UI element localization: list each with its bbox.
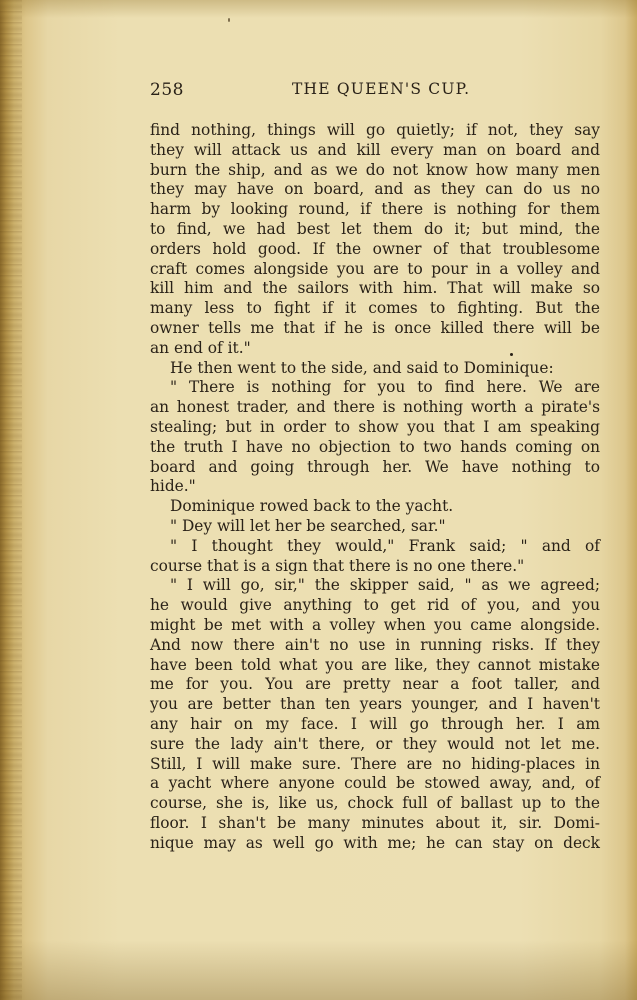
text-line: " There is nothing for you to find here. We are — [170, 378, 600, 397]
text-line: nique may as well go with me; he can stay on deck — [150, 833, 600, 852]
text-line: course, she is, like us, chock full of ballast up to the — [150, 794, 600, 813]
text-line: they will attack us and kill every man on board and — [150, 140, 600, 159]
text-line: board and going through her. We have nothing to — [150, 457, 600, 476]
body-text — [150, 121, 600, 853]
text-line: craft comes alongside you are to pour in a volley and — [150, 259, 600, 278]
text-line: " I will go, sir," the skipper said, " as we agreed; — [170, 576, 600, 595]
text-line: harm by looking round, if there is nothing for them — [150, 200, 600, 219]
text-line: the truth I have no objection to two hands coming on — [150, 437, 600, 456]
text-line: have been told what you are like, they cannot mistake — [150, 655, 600, 674]
text-line: many less to fight if it comes to fighting. But the — [150, 299, 600, 318]
ink-speck — [228, 18, 230, 22]
text-line: any hair on my face. I will go through her. I am — [150, 714, 600, 733]
text-line: sure the lady ain't there, or they would not let me. — [150, 734, 600, 753]
page-number: 258 — [150, 80, 184, 100]
ink-speck — [510, 353, 513, 356]
text-line: kill him and the sailors with him. That will make so — [150, 279, 600, 298]
text-line: burn the ship, and as we do not know how many men — [150, 160, 600, 179]
text-line: to find, we had best let them do it; but mind, the — [150, 219, 600, 238]
text-line: Dominique rowed back to the yacht. — [170, 497, 454, 516]
text-line: orders hold good. If the owner of that troublesome — [150, 239, 600, 258]
text-line: a yacht where anyone could be stowed away, and, of — [150, 774, 600, 793]
text-line: find nothing, things will go quietly; if not, they say — [150, 121, 600, 139]
text-line: floor. I shan't be many minutes about it, sir. Domi- — [150, 813, 600, 832]
text-line: Still, I will make sure. There are no hiding-places in — [150, 754, 600, 773]
text-line: you are better than ten years younger, and I haven't — [150, 695, 600, 714]
text-line: stealing; but in order to show you that I am speaking — [150, 417, 600, 436]
page-header — [150, 80, 600, 104]
text-line: course that is a sign that there is no one there." — [150, 556, 525, 575]
text-line: " I thought they would," Frank said; " and of — [170, 536, 600, 555]
page-top-edge-shadow — [0, 0, 637, 18]
text-line: an end of it." — [150, 338, 251, 357]
text-line: He then went to the side, and said to Dominique: — [170, 358, 554, 377]
text-line: me for you. You are pretty near a foot taller, and — [150, 675, 600, 694]
text-line: owner tells me that if he is once killed there will be — [150, 318, 600, 337]
text-line: hide." — [150, 477, 196, 496]
running-title: THE QUEEN'S CUP. — [292, 80, 471, 98]
text-line: might be met with a volley when you came alongside. — [150, 615, 600, 634]
text-line: And now there ain't no use in running risks. If they — [150, 635, 600, 654]
text-line: he would give anything to get rid of you, and you — [150, 596, 600, 615]
text-line: they may have on board, and as they can do us no — [150, 180, 600, 199]
text-line: " Dey will let her be searched, sar." — [170, 516, 446, 535]
text-line: an honest trader, and there is nothing worth a pirate's — [150, 398, 600, 417]
